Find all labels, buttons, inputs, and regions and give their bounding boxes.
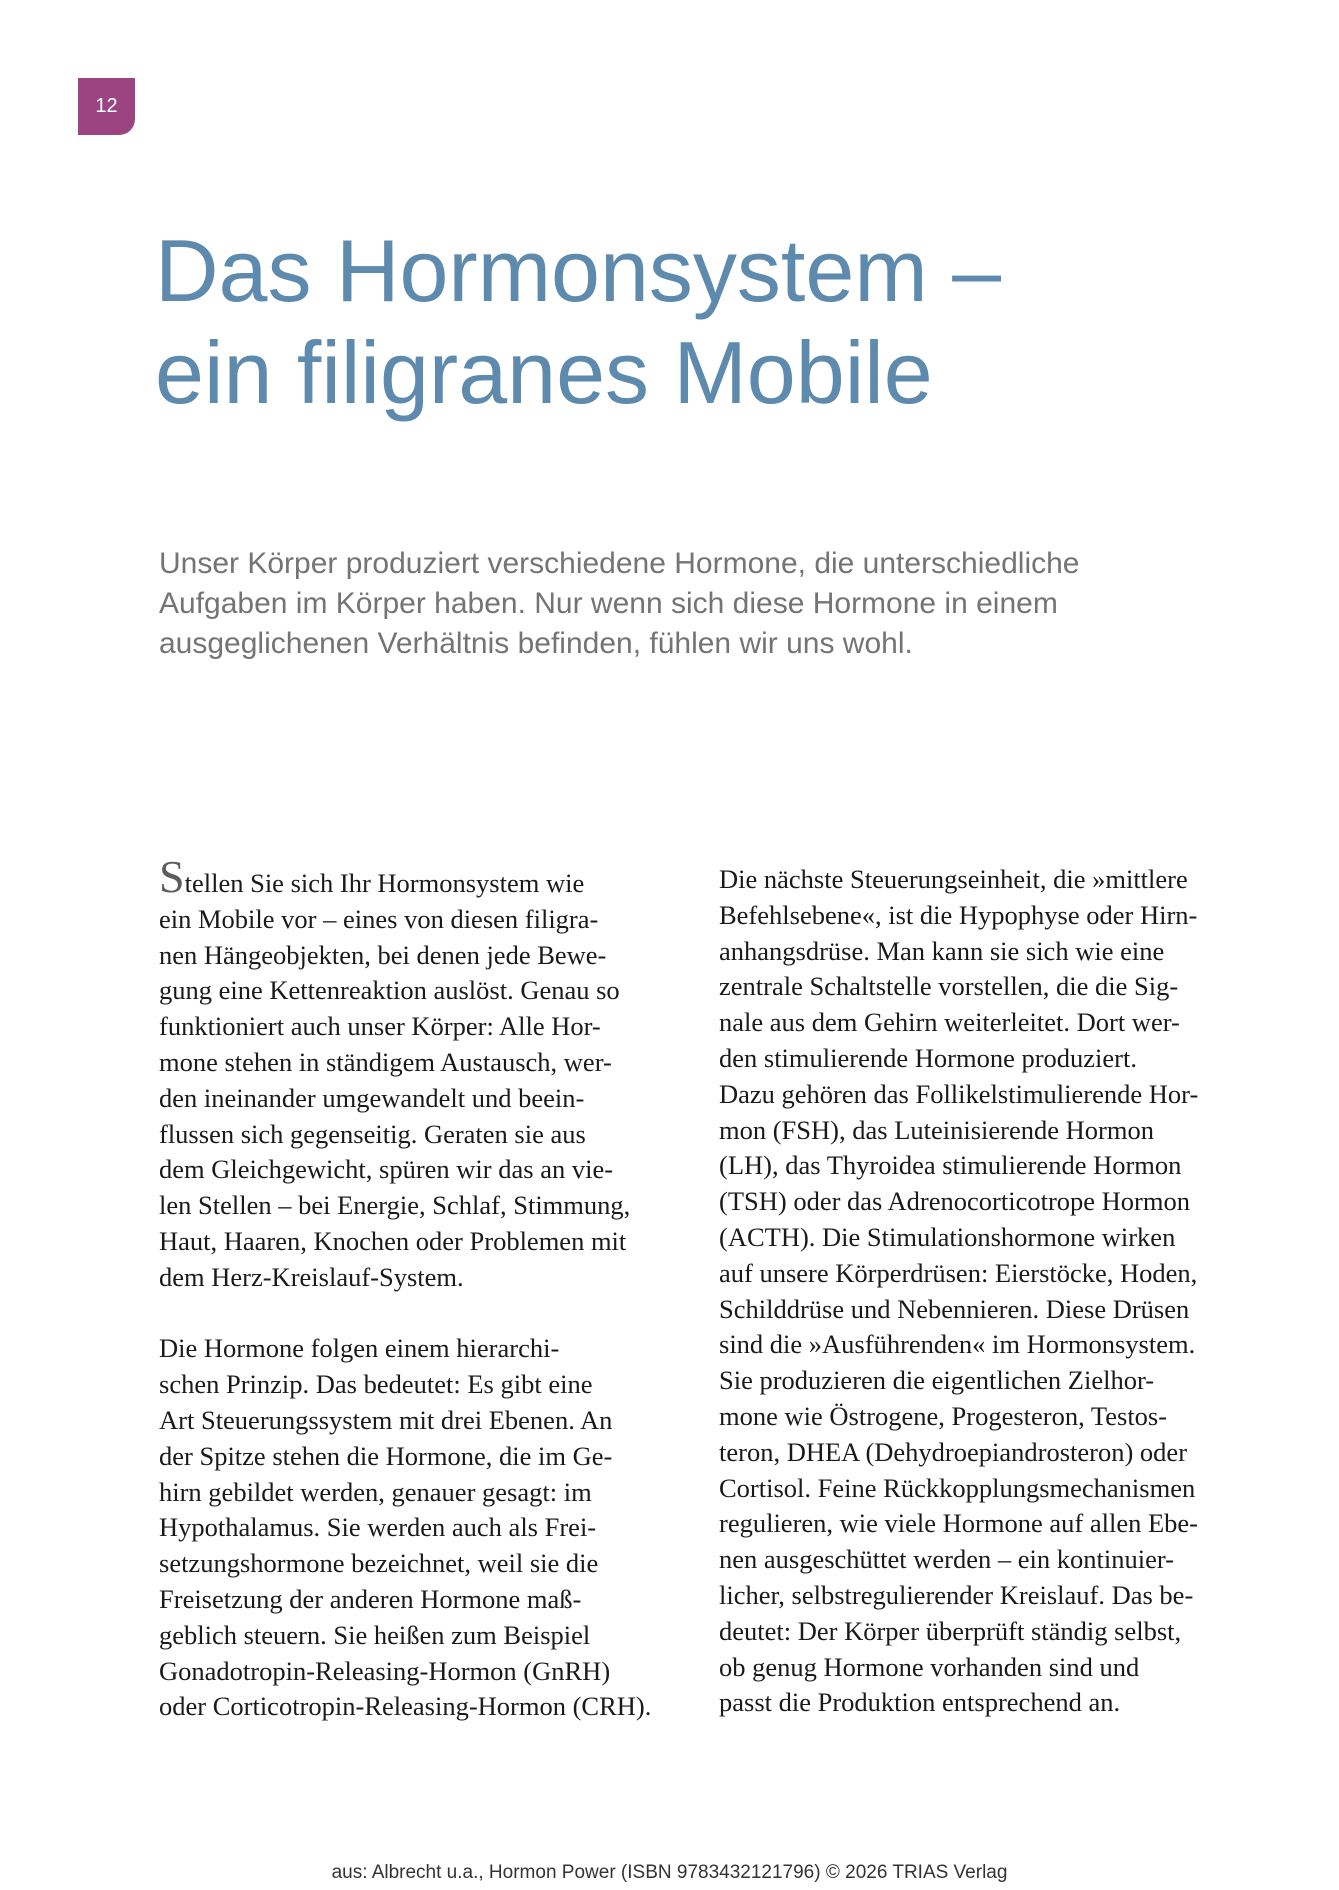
body-line: Befehlsebene«, ist die Hypophyse oder Hirn- [719,899,1198,930]
body-line: den stimulierende Hormone produziert. [719,1042,1137,1073]
body-line: mone wie Östrogene, Progesteron, Testos- [719,1400,1168,1431]
body-line: geblich steuern. Sie heißen zum Beispiel [159,1619,591,1650]
body-line: hirn gebildet werden, genauer gesagt: im [159,1476,592,1507]
page-number: 12 [95,95,118,117]
body-line: anhangsdrüse. Man kann sie sich wie eine [719,935,1165,966]
body-line: gung eine Kettenreaktion auslöst. Genau so [159,975,620,1006]
paragraph-gap [159,1296,679,1332]
body-line: Die nächste Steuerungseinheit, die »mittlere [719,864,1188,894]
body-line: Schilddrüse und Nebennieren. Diese Drüsen [719,1293,1190,1324]
body-line: nen ausgeschüttet werden – ein kontinuier- [719,1544,1174,1575]
body-line: Haut, Haaren, Knochen oder Problemen mit [159,1225,627,1256]
body-line: Cortisol. Feine Rückkopplungsmechanismen [719,1472,1196,1503]
body-line: sind die »Ausführenden« im Hormonsystem. [719,1329,1196,1360]
body-line: (LH), das Thyroidea stimulierende Hormon [719,1150,1182,1181]
body-line: Art Steuerungssystem mit drei Ebenen. An [159,1404,613,1435]
lead-paragraph [159,544,1209,664]
body-line: Hypothalamus. Sie werden auch als Frei- [159,1512,597,1543]
body-line: oder Corticotropin-Releasing-Hormon (CRH). [159,1691,652,1722]
body-line-text: tellen Sie sich Ihr Hormonsystem wie [184,868,585,898]
body-line: mon (FSH), das Luteinisierende Hormon [719,1114,1154,1145]
body-line: schen Prinzip. Das bedeutet: Es gibt eine [159,1369,593,1400]
lead-line: Unser Körper produziert verschiedene Hormone, die unterschiedliche [159,547,1080,580]
body-line: regulieren, wie viele Hormone auf allen Ebe- [719,1508,1198,1539]
body-line: Sie produzieren die eigentlichen Zielhor- [719,1365,1155,1396]
body-line: Dazu gehören das Follikelstimulierende Hor- [719,1078,1199,1109]
body-line: auf unsere Körperdrüsen: Eierstöcke, Hoden, [719,1257,1198,1288]
page-number-badge [78,78,135,135]
right-column [719,862,1239,1721]
body-line: zentrale Schaltstelle vorstellen, die die Sig- [719,971,1179,1002]
body-line: nale aus dem Gehirn weiterleitet. Dort wer- [719,1007,1180,1038]
body-line: ob genug Hormone vorhanden sind und [719,1651,1140,1682]
body-line: funktioniert auch unser Körper: Alle Hor- [159,1011,601,1042]
body-line: Gonadotropin-Releasing-Hormon (GnRH) [159,1655,611,1686]
body-line: (TSH) oder das Adrenocorticotrope Hormon [719,1186,1190,1217]
left-column [159,851,679,1725]
body-line: teron, DHEA (Dehydroepiandrosteron) oder [719,1436,1188,1467]
body-line: setzungshormone bezeichnet, weil sie die [159,1548,599,1579]
body-line: passt die Produktion entsprechend an. [719,1687,1121,1718]
body-line: nen Hängeobjekten, bei denen jede Bewe- [159,939,607,970]
body-line: flussen sich gegenseitig. Geraten sie aus [159,1118,586,1149]
body-line: (ACTH). Die Stimulationshormone wirken [719,1221,1176,1252]
body-line: dem Herz-Kreislauf-System. [159,1261,464,1292]
body-line: der Spitze stehen die Hormone, die im Ge- [159,1440,613,1471]
title-line-2: ein filigranes Mobile [155,323,933,422]
page-title [155,220,1205,424]
body-line: deutet: Der Körper überprüft ständig selbst, [719,1615,1182,1646]
body-line: licher, selbstregulierender Kreislauf. Das be- [719,1579,1194,1610]
drop-cap: S [159,851,185,902]
body-line: ein Mobile vor – eines von diesen filigra- [159,903,599,934]
body-line: den ineinander umgewandelt und beein- [159,1082,585,1113]
body-line: Die Hormone folgen einem hierarchi- [159,1333,560,1364]
source-footer: aus: Albrecht u.a., Hormon Power (ISBN 9783432121796) © 2026 TRIAS Verlag [331,1862,1008,1883]
body-line: dem Gleichgewicht, spüren wir das an vie- [159,1154,614,1185]
title-line-1: Das Hormonsystem – [155,221,1002,320]
lead-line: Aufgaben im Körper haben. Nur wenn sich diese Hormone in einem [159,587,1058,620]
body-line: Freisetzung der anderen Hormone maß- [159,1583,582,1614]
body-line [159,851,679,902]
body-line: len Stellen – bei Energie, Schlaf, Stimmung, [159,1190,631,1221]
body-line: mone stehen in ständigem Austausch, wer- [159,1046,612,1077]
lead-line: ausgeglichenen Verhältnis befinden, fühlen wir uns wohl. [159,627,913,660]
